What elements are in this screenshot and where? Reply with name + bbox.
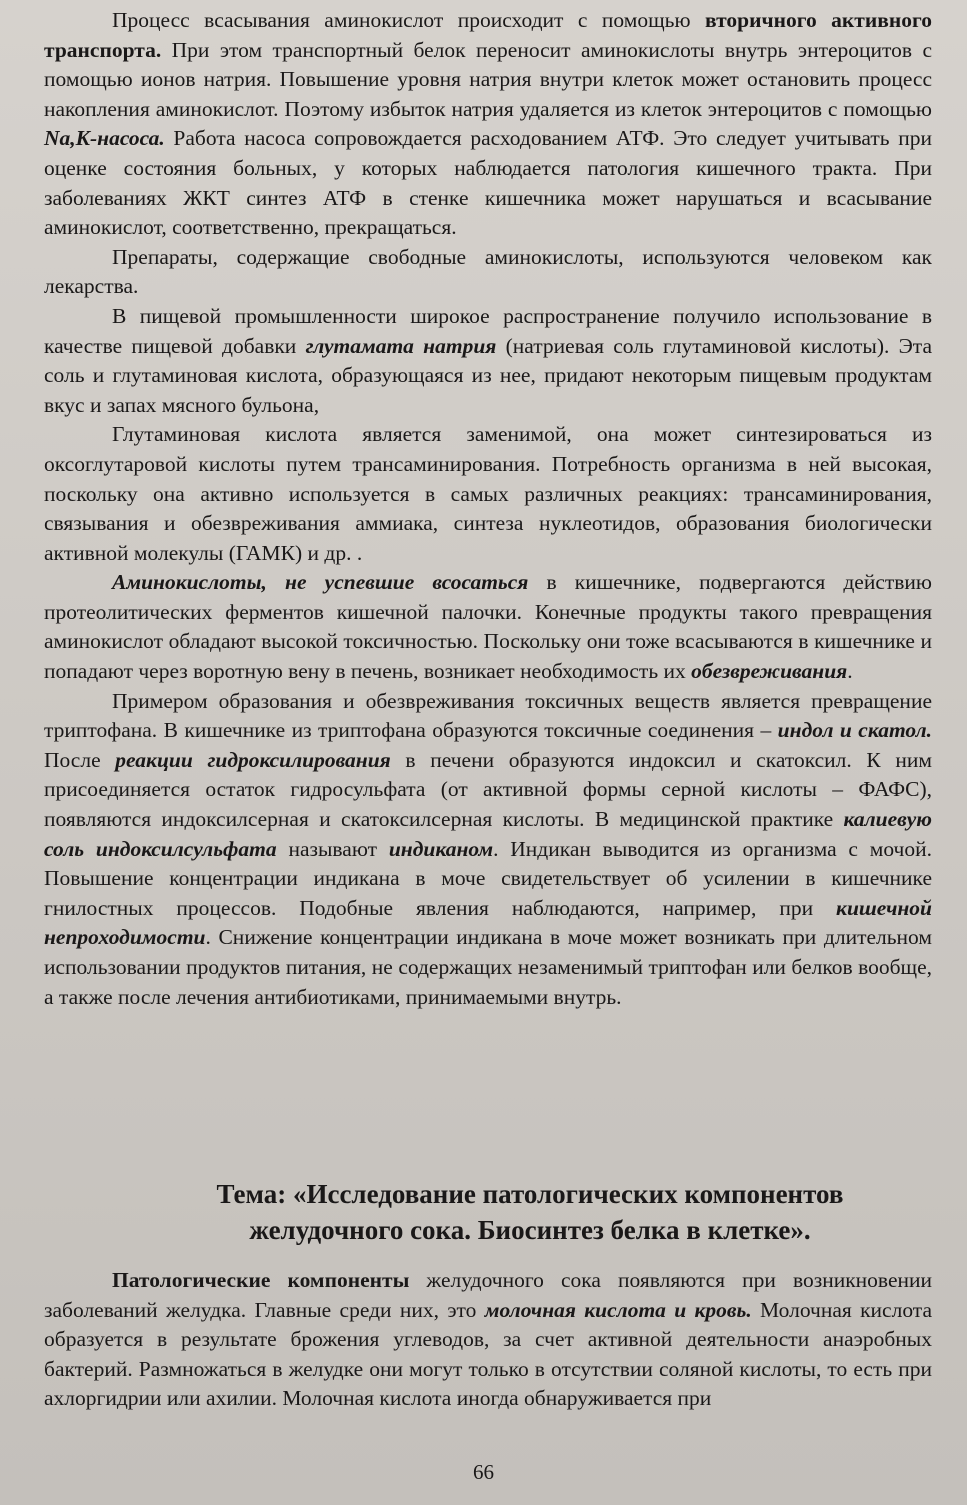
paragraph-text: Глутаминовая кислота является заменимой, она может синтезироваться из оксоглутаровой кислоты путем трансаминирования. Потребность организма в ней высокая, поскольку она активно используется в самых различных реакциях: трансаминирования, связывания и обезвреживания аммиака, синтеза нуклеотидов, образования биологически активной молекулы (ГАМК) и др. . xyxy=(44,422,932,565)
emphasized-text: Na,K-насоса. xyxy=(44,126,165,151)
emphasized-text: молочная кислота и кровь. xyxy=(484,1297,752,1322)
page-number: 66 xyxy=(473,1460,494,1484)
paragraph xyxy=(44,1266,932,1414)
emphasized-text: калиевую соль индоксилсульфата xyxy=(44,807,932,861)
emphasized-text: кишечной непроходимости xyxy=(44,895,932,950)
heading-line-1: Тема: «Исследование патологических компонентов xyxy=(216,1179,844,1209)
paragraph xyxy=(44,6,932,243)
heading-line-2: желудочного сока. Биосинтез белка в клетке». xyxy=(249,1215,811,1245)
section-heading xyxy=(120,1176,940,1248)
paragraph-text: (натриевая соль глутаминовой кислоты). Эта соль и глутаминовая кислота, образующаяся из нее, придают некоторым пищевым продуктам вкус и запах мясного бульона, xyxy=(44,333,932,417)
main-text xyxy=(44,6,932,1012)
paragraph-text: в кишечнике, подвергаются действию протеолитических ферментов кишечной палочки. Конечные продукты такого превращения аминокислот обладают высокой токсичностью. Поскольку они тоже всасываются в кишечнике и попадают через воротную вену в печень, возникает необходимость их xyxy=(44,570,932,684)
paragraph-text: желудочного сока появляются при возникновении заболеваний желудка. Главные среди них, это xyxy=(44,1268,933,1322)
paragraph-text: При этом транспортный белок переносит аминокислоты внутрь энтероцитов с помощью ионов натрия. Повышение уровня натрия внутри клеток может остановить процесс накопления аминокислот. Поэтому избыток натрия удаляется из клеток энтероцитов с помощью xyxy=(44,37,932,121)
paragraph-text: в печени образуются индоксил и скатоксил. К ним присоединяется остаток гидросульфата (от активной формы серной кислоты – ФАФС), появляются индоксилсерная и скатоксилсерная кислоты. В медицинской практике xyxy=(44,747,932,832)
paragraph xyxy=(44,687,932,1013)
paragraph xyxy=(44,568,932,686)
paragraph-text: Процесс всасывания аминокислот происходит с помощью xyxy=(112,8,706,32)
paragraph-text: Препараты, содержащие свободные аминокислоты, используются человеком как лекарства. xyxy=(44,244,932,299)
emphasized-text: реакции гидроксилирования xyxy=(115,747,391,772)
paragraph xyxy=(44,243,932,302)
paragraph-text: . Индикан выводится из организма с мочой. Повышение концентрации индикана в моче свидетельствует об усилении в кишечнике гнилостных процессов. Подобные явления наблюдаются, например, при xyxy=(44,836,932,920)
paragraph-text: Примером образования и обезвреживания токсичных веществ является превращение триптофана. В кишечнике из триптофана образуются токсичные соединения – xyxy=(44,688,932,743)
paragraph xyxy=(44,420,932,568)
paragraph-text: После xyxy=(44,747,116,772)
emphasized-text: Аминокислоты, не успевшие всосаться xyxy=(112,570,529,595)
section-text xyxy=(44,1266,932,1414)
emphasized-text: индиканом xyxy=(388,836,494,861)
emphasized-text: глутамата натрия xyxy=(305,333,497,358)
emphasized-text: индол и скатол. xyxy=(777,718,933,743)
paragraph-text: Молочная кислота образуется в результате брожения углеводов, за счет активной деятельности анаэробных бактерий. Размножаться в желудке они могут только в отсутствии соляной кислоты, то есть при ахлоргидрии или ахилии. Молочная кислота иногда обнаруживается при xyxy=(44,1297,932,1411)
emphasized-text: обезвреживания xyxy=(691,659,848,684)
emphasized-text: Патологические компоненты xyxy=(112,1268,410,1292)
paragraph-text: . xyxy=(847,659,853,684)
paragraph-text: . Снижение концентрации индикана в моче может возникать при длительном использовании продуктов питания, не содержащих незаменимый триптофан или белков вообще, а также после лечения антибиотиками, принимаемыми внутрь. xyxy=(44,925,932,1009)
paragraph-text: Работа насоса сопровождается расходованием АТФ. Это следует учитывать при оценке состояния больных, у которых наблюдается патология кишечного тракта. При заболеваниях ЖКТ синтез АТФ в стенке кишечника может нарушаться и всасывание аминокислот, соответственно, прекращаться. xyxy=(44,126,932,240)
paragraph xyxy=(44,302,932,420)
emphasized-text: вторичного активного транспорта. xyxy=(44,8,932,62)
paragraph-text: называют xyxy=(276,836,389,861)
paragraph-text: В пищевой промышленности широкое распространение получило использование в качестве пищевой добавки xyxy=(44,303,932,358)
